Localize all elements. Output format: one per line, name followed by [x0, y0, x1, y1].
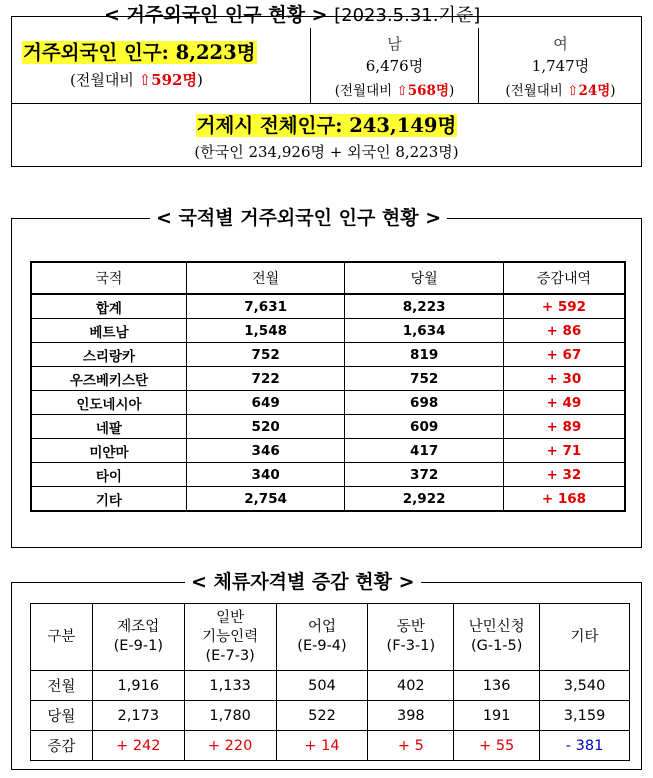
table-cell: 타이 [31, 463, 186, 487]
table-row [31, 415, 625, 439]
table-row [31, 367, 625, 391]
table-row [31, 487, 625, 512]
up-arrow-icon: ⇧ [396, 83, 408, 99]
table-cell: 네팔 [31, 415, 186, 439]
table-row [31, 463, 625, 487]
summary-date: [2023.5.31.기준] [334, 5, 481, 26]
table-cell: 1,916 [92, 671, 184, 701]
nationality-title: < 국적별 거주외국인 인구 현황 > [150, 207, 447, 229]
table-cell: 7,631 [186, 294, 345, 319]
table-cell: 2,754 [186, 487, 345, 512]
table-cell: - 381 [540, 731, 630, 761]
table-cell: 372 [345, 463, 504, 487]
table-cell: 3,540 [540, 671, 630, 701]
table-cell: 인도네시아 [31, 391, 186, 415]
table-row [31, 319, 625, 343]
table-cell: + 242 [92, 731, 184, 761]
table-cell: 2,922 [345, 487, 504, 512]
table-cell: 752 [186, 343, 345, 367]
female-change: (전월대비 ⇧24명) [505, 83, 616, 99]
table-cell: 609 [345, 415, 504, 439]
status-title: < 체류자격별 증감 현황 > [185, 571, 421, 593]
table-cell: + 86 [503, 319, 625, 343]
table-cell: 340 [186, 463, 345, 487]
table-cell: 베트남 [31, 319, 186, 343]
table-cell: + 71 [503, 439, 625, 463]
table-header-row [31, 262, 625, 294]
up-arrow-icon: ⇧ [138, 71, 152, 89]
city-total-population: 거제시 전체인구: 243,149명 [196, 114, 457, 137]
table-cell: 722 [186, 367, 345, 391]
col-header-curr-month: 당월 [345, 262, 504, 294]
col-header-skilled-worker: 일반 기능인력 (E-7-3) [184, 604, 276, 671]
col-header-change: 증감내역 [503, 262, 625, 294]
col-header-dependent: 동반 (F-3-1) [368, 604, 454, 671]
table-cell: 1,780 [184, 701, 276, 731]
table-row [31, 701, 630, 731]
table-cell: 우즈베키스탄 [31, 367, 186, 391]
status-table [30, 603, 630, 761]
table-cell: 402 [368, 671, 454, 701]
population-breakdown: (한국인 234,926명 + 외국인 8,223명) [194, 143, 459, 161]
table-row [31, 343, 625, 367]
female-label: 여 [553, 35, 568, 53]
table-cell: + 67 [503, 343, 625, 367]
foreign-residents-total: 거주외국인 인구: 8,223명 [23, 41, 256, 64]
table-cell: + 220 [184, 731, 276, 761]
col-header-manufacturing: 제조업 (E-9-1) [92, 604, 184, 671]
table-cell: + 168 [503, 487, 625, 512]
table-row [31, 391, 625, 415]
up-arrow-icon: ⇧ [567, 83, 579, 99]
table-cell: 스리랑카 [31, 343, 186, 367]
table-row [31, 671, 630, 701]
population-summary-section [0, 0, 653, 170]
table-cell: 136 [454, 671, 540, 701]
table-cell: 752 [345, 367, 504, 391]
table-cell: 전월 [31, 671, 93, 701]
table-cell: 2,173 [92, 701, 184, 731]
table-cell: + 49 [503, 391, 625, 415]
table-cell: 8,223 [345, 294, 504, 319]
col-header-prev-month: 전월 [186, 262, 345, 294]
col-header-other: 기타 [540, 604, 630, 671]
table-cell: + 592 [503, 294, 625, 319]
table-cell: 191 [454, 701, 540, 731]
male-count: 6,476명 [365, 57, 424, 75]
table-cell: 504 [276, 671, 368, 701]
table-cell: + 55 [454, 731, 540, 761]
table-cell: 미얀마 [31, 439, 186, 463]
table-cell: 1,634 [345, 319, 504, 343]
table-cell: + 5 [368, 731, 454, 761]
col-header-refugee-applicant: 난민신청 (G-1-5) [454, 604, 540, 671]
female-count: 1,747명 [531, 57, 590, 75]
table-cell: 417 [345, 439, 504, 463]
table-header-row [31, 604, 630, 671]
table-cell: + 14 [276, 731, 368, 761]
summary-title: < 거주외국인 인구 현황 > [104, 4, 328, 26]
table-cell: 증감 [31, 731, 93, 761]
table-cell: 649 [186, 391, 345, 415]
table-cell: 819 [345, 343, 504, 367]
male-label: 남 [387, 35, 402, 53]
table-cell: 기타 [31, 487, 186, 512]
table-cell: + 89 [503, 415, 625, 439]
table-cell: 합계 [31, 294, 186, 319]
table-cell: + 30 [503, 367, 625, 391]
table-cell: 398 [368, 701, 454, 731]
table-cell: + 32 [503, 463, 625, 487]
table-row [31, 731, 630, 761]
col-header-country: 국적 [31, 262, 186, 294]
table-row [31, 294, 625, 319]
table-cell: 522 [276, 701, 368, 731]
nationality-table [30, 261, 626, 512]
table-cell: 698 [345, 391, 504, 415]
table-cell: 3,159 [540, 701, 630, 731]
table-cell: 520 [186, 415, 345, 439]
col-header-fishery: 어업 (E-9-4) [276, 604, 368, 671]
table-cell: 1,548 [186, 319, 345, 343]
table-cell: 당월 [31, 701, 93, 731]
foreign-change: (전월대비 ⇧592명) [70, 71, 203, 89]
table-row [31, 439, 625, 463]
table-cell: 1,133 [184, 671, 276, 701]
table-cell: 346 [186, 439, 345, 463]
male-change: (전월대비 ⇧568명) [334, 83, 455, 99]
col-header-category: 구분 [31, 604, 93, 671]
